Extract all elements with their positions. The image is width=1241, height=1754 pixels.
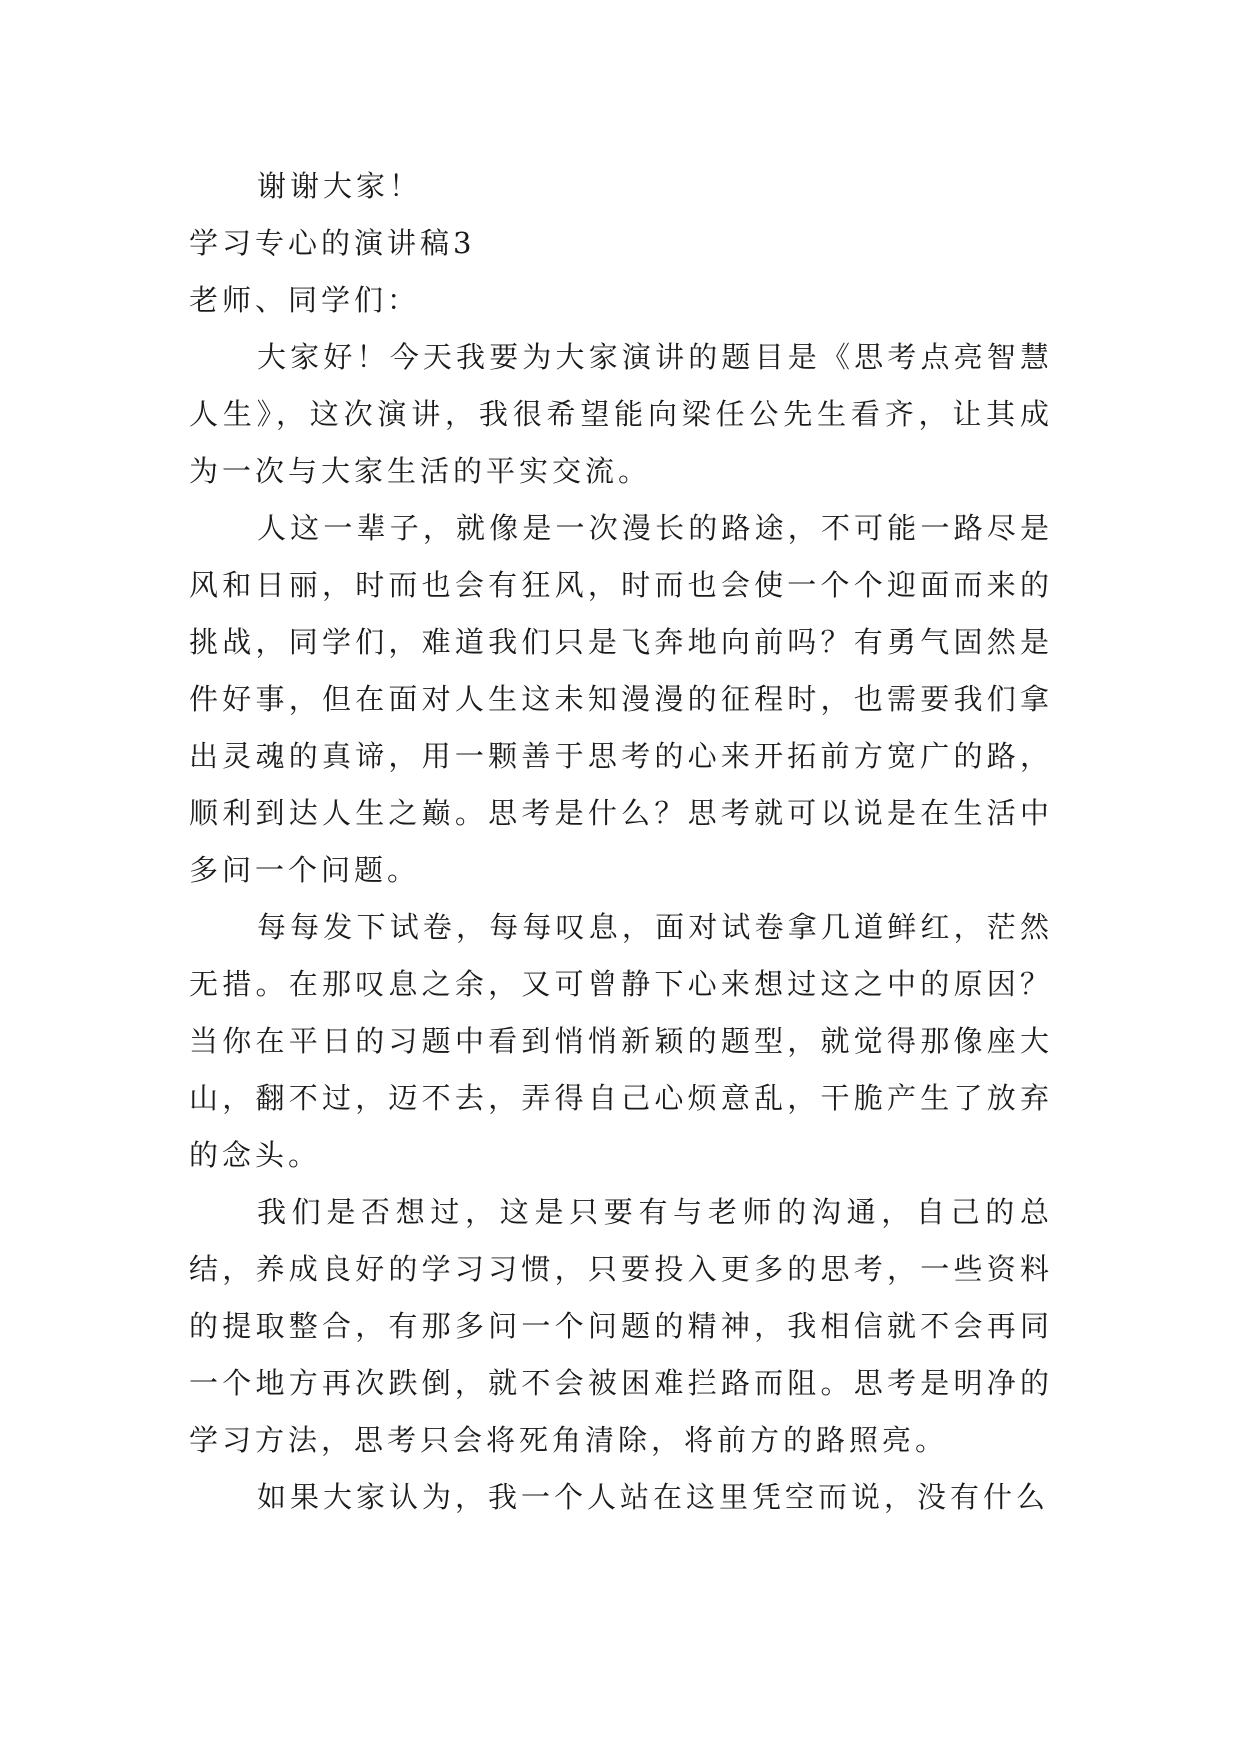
closing-line: 谢谢大家！ — [257, 169, 423, 203]
paragraph-2: 人这一辈子，就像是一次漫长的路途，不可能一路尽是风和日丽，时而也会有狂风，时而也会使一个个迎面而来的挑战，同学们，难道我们只是飞奔地向前吗？有勇气固然是件好事，但在面对人生这未知漫漫的征程时，也需要我们拿出灵魂的真谛，用一颗善于思考的心来开拓前方宽广的路，顺利到达人生之巅。思考是什么？思考就可以说是在生活中多问一个问题。 — [189, 511, 1053, 887]
greeting-line: 老师、同学们： — [189, 283, 421, 317]
paragraph-5: 如果大家认为，我一个人站在这里凭空而说，没有什么 — [257, 1480, 1050, 1514]
speech-heading: 学习专心的演讲稿3 — [189, 226, 476, 260]
document-body — [189, 158, 1053, 1526]
paragraph-4: 我们是否想过，这是只要有与老师的沟通，自己的总结，养成良好的学习习惯，只要投入更多的思考，一些资料的提取整合，有那多问一个问题的精神，我相信就不会再同一个地方再次跌倒，就不会被困难拦路而阻。思考是明净的学习方法，思考只会将死角清除，将前方的路照亮。 — [189, 1195, 1053, 1457]
paragraph-1: 大家好！今天我要为大家演讲的题目是《思考点亮智慧人生》，这次演讲，我很希望能向梁任公先生看齐，让其成为一次与大家生活的平实交流。 — [189, 340, 1053, 488]
paragraph-3: 每每发下试卷，每每叹息，面对试卷拿几道鲜红，茫然无措。在那叹息之余，又可曾静下心来想过这之中的原因？当你在平日的习题中看到悄悄新颖的题型，就觉得那像座大山，翻不过，迈不去，弄得自己心烦意乱，干脆产生了放弃的念头。 — [189, 910, 1053, 1172]
